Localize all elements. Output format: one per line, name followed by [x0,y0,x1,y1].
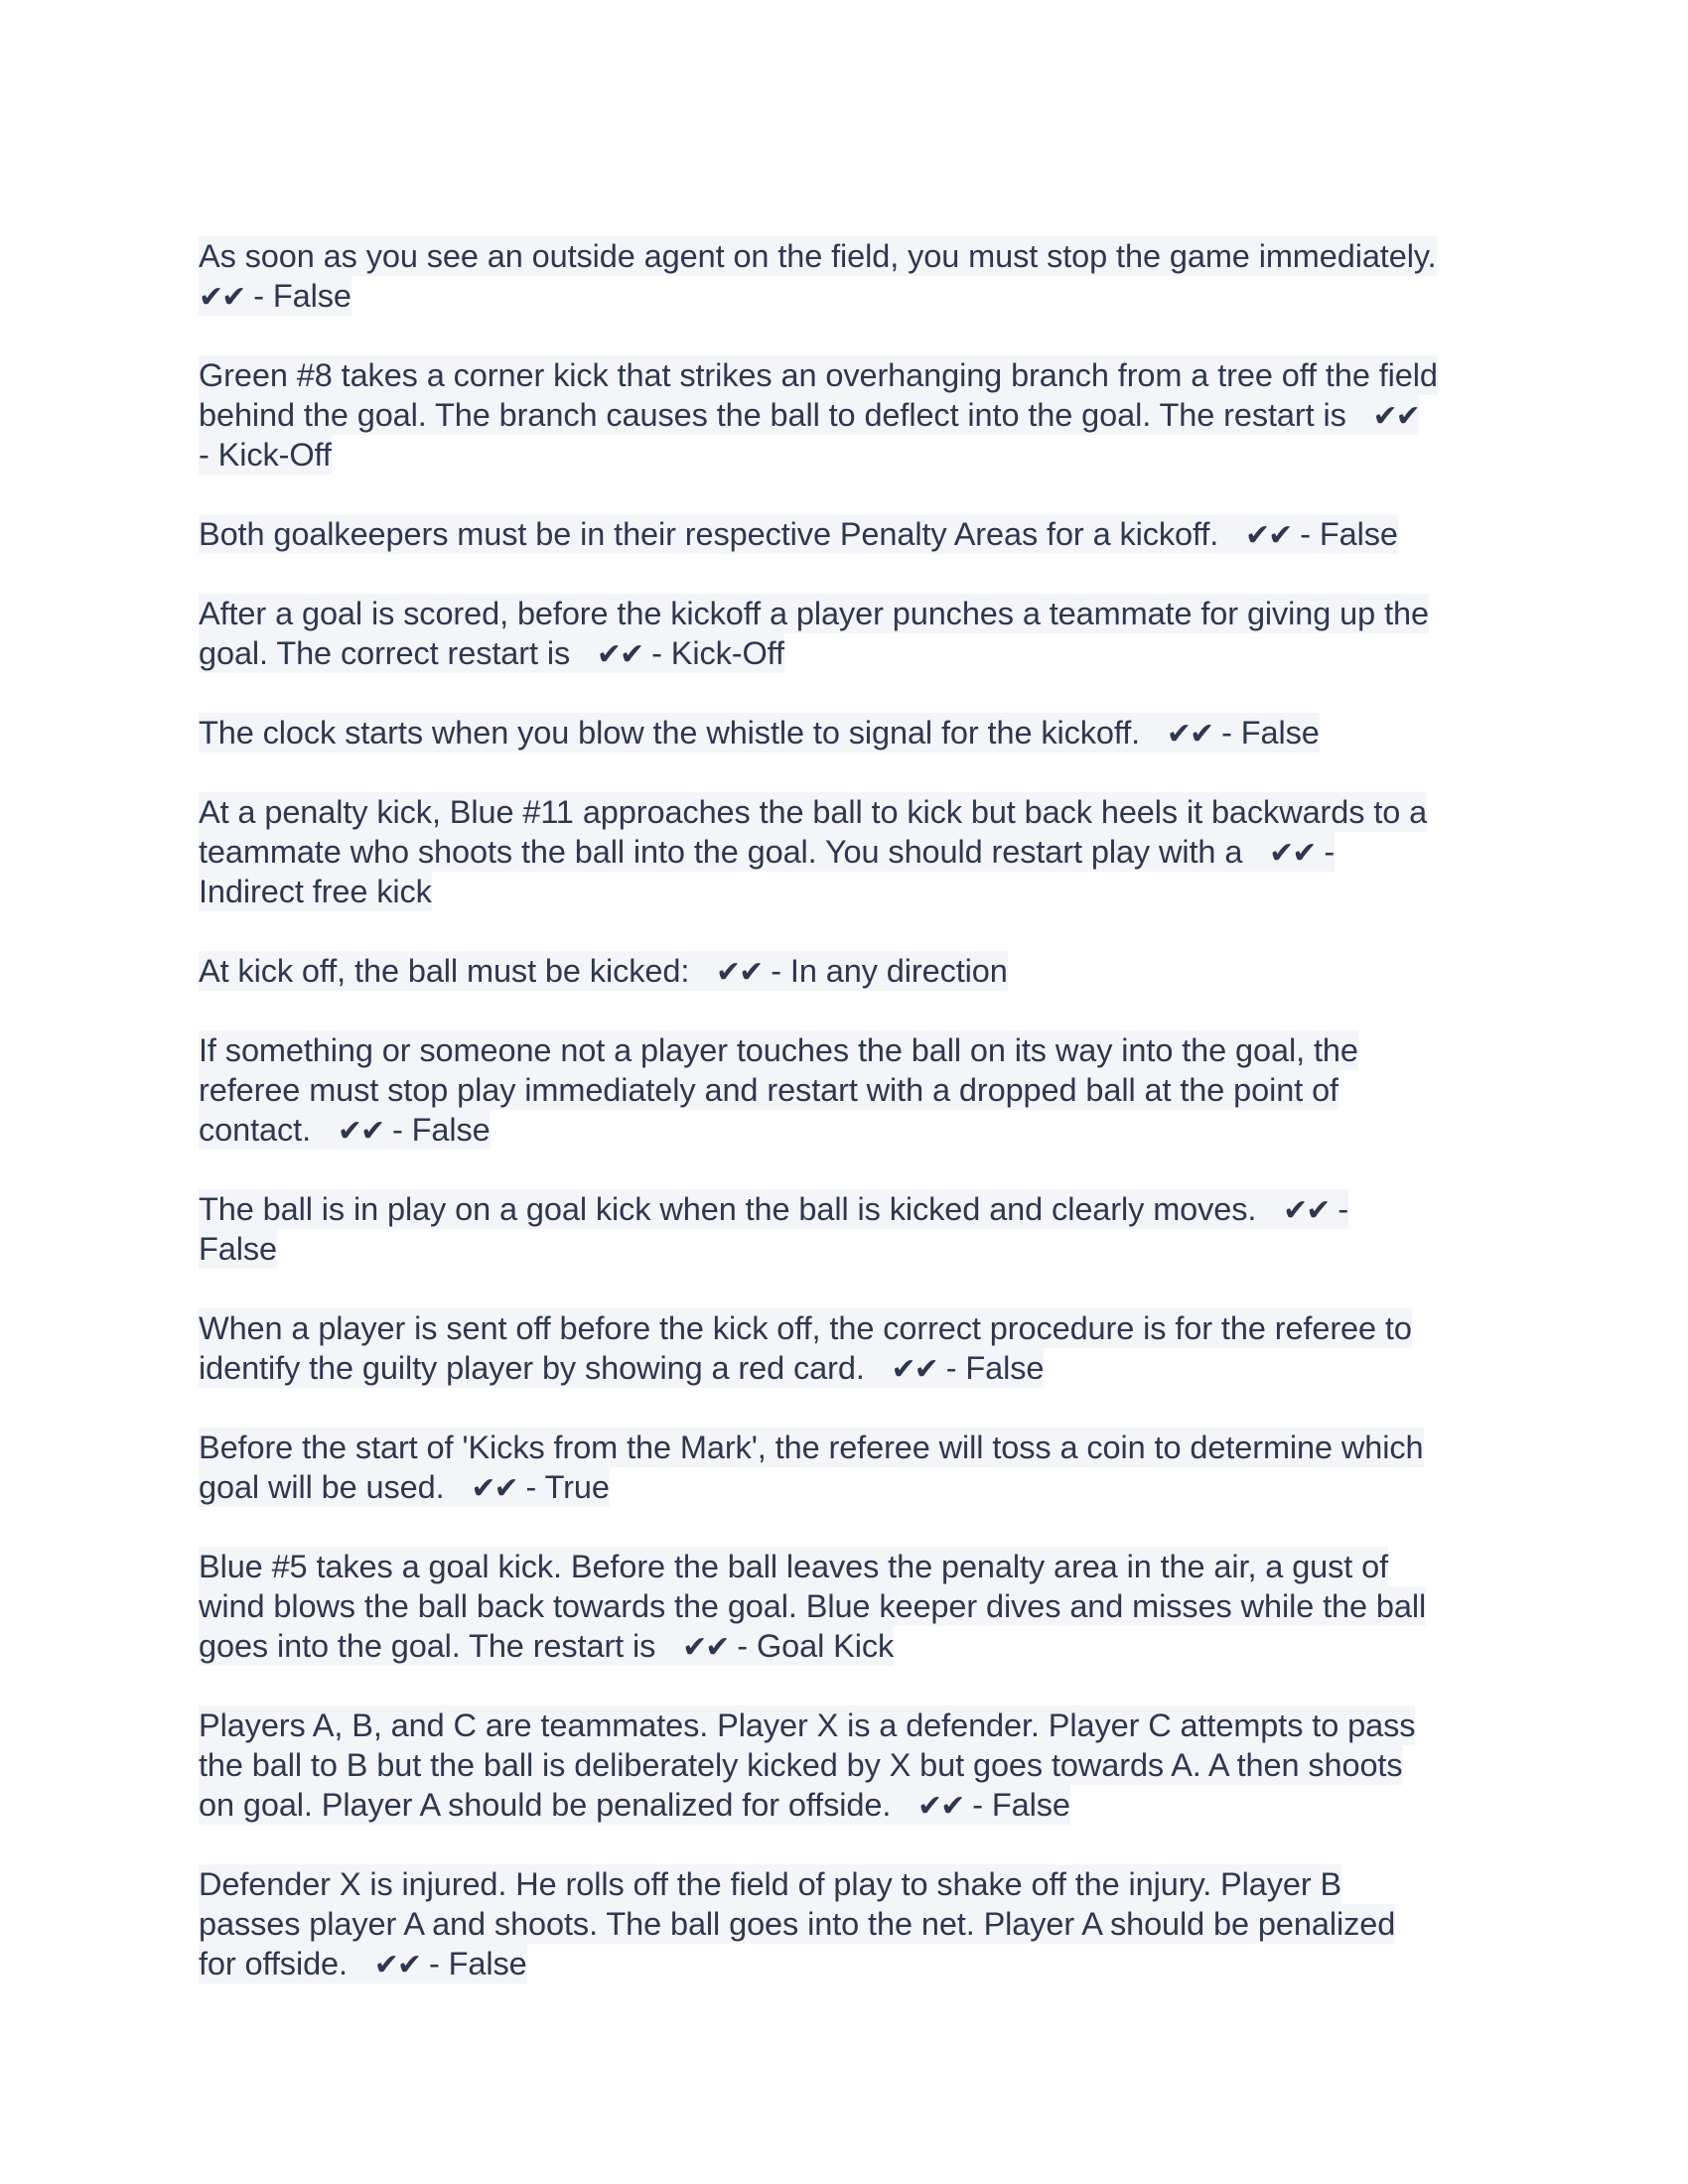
question-text: The ball is in play on a goal kick when the ball is kicked and clearly moves. [199,1191,1284,1227]
text-line [199,1189,1489,1229]
highlighted-text [199,236,1437,276]
text-line [199,1467,1489,1507]
question-text: Defender X is injured. He rolls off the field of play to shake off the injury. Player B [199,1866,1342,1902]
answer-text: - False [963,1787,1070,1823]
answer-text: - Goal Kick [728,1628,895,1664]
double-check-icon: ✔✔ [891,1352,937,1387]
answer-text: - Kick-Off [642,635,784,671]
answer-text: - In any direction [762,953,1008,989]
text-line [199,594,1489,633]
highlighted-text [199,1229,277,1269]
text-line [199,1428,1489,1467]
double-check-icon: ✔✔ [373,1948,421,1982]
text-line [199,1944,1489,1983]
text-line [199,1110,1489,1150]
question-answer-item [199,792,1489,911]
question-answer-item [199,355,1489,475]
double-check-icon: ✔✔ [1372,399,1419,434]
question-answer-item [199,236,1489,316]
highlighted-text [199,633,784,673]
highlighted-text [199,872,432,911]
question-text: Before the start of 'Kicks from the Mark', the referee will toss a coin to determine which [199,1430,1424,1465]
question-answer-item [199,1030,1489,1150]
question-answer-item [199,713,1489,752]
question-answer-item [199,1547,1489,1666]
highlighted-text [199,1586,1426,1626]
text-line [199,1586,1489,1626]
question-answer-item [199,1864,1489,1983]
question-answer-item [199,1189,1489,1269]
highlighted-text [199,1904,1395,1944]
question-text: False [199,1231,277,1267]
answer-text: - False [936,1350,1045,1386]
answer-text: - False [1212,715,1320,751]
highlighted-text [199,832,1335,872]
answer-text: - [1329,1191,1349,1227]
highlighted-text [199,355,1438,395]
answer-text: - [1315,834,1336,870]
double-check-icon: ✔✔ [337,1114,384,1149]
answer-text: - False [1291,516,1398,552]
highlighted-text [199,1428,1424,1467]
highlighted-text [199,1070,1338,1110]
question-answer-item [199,1428,1489,1507]
question-text: passes player A and shoots. The ball goes into the net. Player A should be penalized [199,1906,1396,1942]
double-check-icon: ✔✔ [1283,1193,1330,1228]
question-text: the ball to B but the ball is deliberately kicked by X but goes towards A. A then shoots [199,1747,1403,1783]
highlighted-text [199,1030,1358,1070]
highlighted-text [199,1706,1415,1745]
highlighted-text [199,514,1398,554]
question-text: When a player is sent off before the kick off, the correct procedure is for the referee to [199,1310,1412,1346]
question-answer-item [199,1308,1489,1388]
question-text: contact. [199,1112,338,1148]
highlighted-text [199,435,332,475]
text-line [199,872,1489,911]
double-check-icon: ✔✔ [199,280,245,315]
text-line [199,1030,1489,1070]
double-check-icon: ✔✔ [1245,518,1292,553]
text-line [199,435,1489,475]
question-text: As soon as you see an outside agent on the field, you must stop the game immediately. [199,238,1437,274]
text-line [199,1904,1489,1944]
question-text: Players A, B, and C are teammates. Player X is a defender. Player C attempts to pass [199,1707,1416,1743]
text-line [199,1785,1489,1825]
answer-text: - False [420,1946,527,1981]
question-text: goal will be used. [199,1469,472,1505]
text-line [199,1745,1489,1785]
highlighted-text [199,713,1320,752]
document-page [199,236,1489,2023]
question-text: teammate who shoots the ball into the goal. You should restart play with a [199,834,1270,870]
double-check-icon: ✔✔ [716,955,763,990]
text-line [199,633,1489,673]
question-text: goal. The correct restart is [199,635,597,671]
question-text: on goal. Player A should be penalized for offside. [199,1787,918,1823]
highlighted-text [199,395,1419,435]
double-check-icon: ✔✔ [1166,717,1213,751]
question-answer-item [199,1706,1489,1825]
double-check-icon: ✔✔ [1269,836,1316,871]
text-line [199,951,1489,991]
question-text: wind blows the ball back towards the goal. Blue keeper dives and misses while the ball [199,1588,1427,1624]
highlighted-text [199,1467,610,1507]
double-check-icon: ✔✔ [917,1789,964,1824]
answer-text: - True [516,1469,610,1505]
text-line [199,1308,1489,1348]
highlighted-text [199,1348,1044,1388]
text-line [199,832,1489,872]
question-text: The clock starts when you blow the whistle to signal for the kickoff. [199,715,1167,751]
highlighted-text [199,1626,894,1666]
text-line [199,792,1489,832]
double-check-icon: ✔✔ [596,637,643,672]
text-line [199,395,1489,435]
highlighted-text [199,1189,1348,1229]
question-text: Green #8 takes a corner kick that strikes an overhanging branch from a tree off the field [199,357,1438,393]
question-text: goes into the goal. The restart is [199,1628,683,1664]
question-text: - Kick-Off [199,437,332,473]
text-line [199,1864,1489,1904]
highlighted-text [199,1864,1341,1904]
question-text: After a goal is scored, before the kickoff a player punches a teammate for giving up the [199,596,1429,631]
question-text: If something or someone not a player touches the ball on its way into the goal, the [199,1032,1358,1068]
highlighted-text [199,792,1427,832]
highlighted-text [199,1785,1070,1825]
text-line [199,1626,1489,1666]
answer-text: - False [244,278,352,314]
highlighted-text [199,951,1008,991]
text-line [199,1229,1489,1269]
question-text: Indirect free kick [199,874,432,909]
question-text: referee must stop play immediately and restart with a dropped ball at the point of [199,1072,1338,1108]
highlighted-text [199,1110,491,1150]
question-text: At kick off, the ball must be kicked: [199,953,717,989]
answer-text: - False [383,1112,491,1148]
question-text: for offside. [199,1946,374,1981]
text-line [199,1547,1489,1586]
highlighted-text [199,594,1429,633]
highlighted-text [199,1944,527,1983]
highlighted-text [199,1308,1412,1348]
question-text: Both goalkeepers must be in their respective Penalty Areas for a kickoff. [199,516,1246,552]
text-line [199,355,1489,395]
question-answer-item [199,951,1489,991]
question-answer-item [199,514,1489,554]
question-text: At a penalty kick, Blue #11 approaches the ball to kick but back heels it backwards to a [199,794,1428,830]
text-line [199,713,1489,752]
highlighted-text [199,1547,1388,1586]
text-line [199,514,1489,554]
text-line [199,1070,1489,1110]
question-text: Blue #5 takes a goal kick. Before the ball leaves the penalty area in the air, a gust of [199,1549,1389,1584]
highlighted-text [199,1745,1403,1785]
question-answer-item [199,594,1489,673]
double-check-icon: ✔✔ [682,1630,729,1665]
text-line [199,1348,1489,1388]
text-line [199,236,1489,276]
double-check-icon: ✔✔ [471,1471,517,1506]
question-text: identify the guilty player by showing a red card. [199,1350,892,1386]
question-text: behind the goal. The branch causes the ball to deflect into the goal. The restart is [199,397,1373,433]
text-line [199,276,1489,316]
text-line [199,1706,1489,1745]
highlighted-text [199,276,352,316]
